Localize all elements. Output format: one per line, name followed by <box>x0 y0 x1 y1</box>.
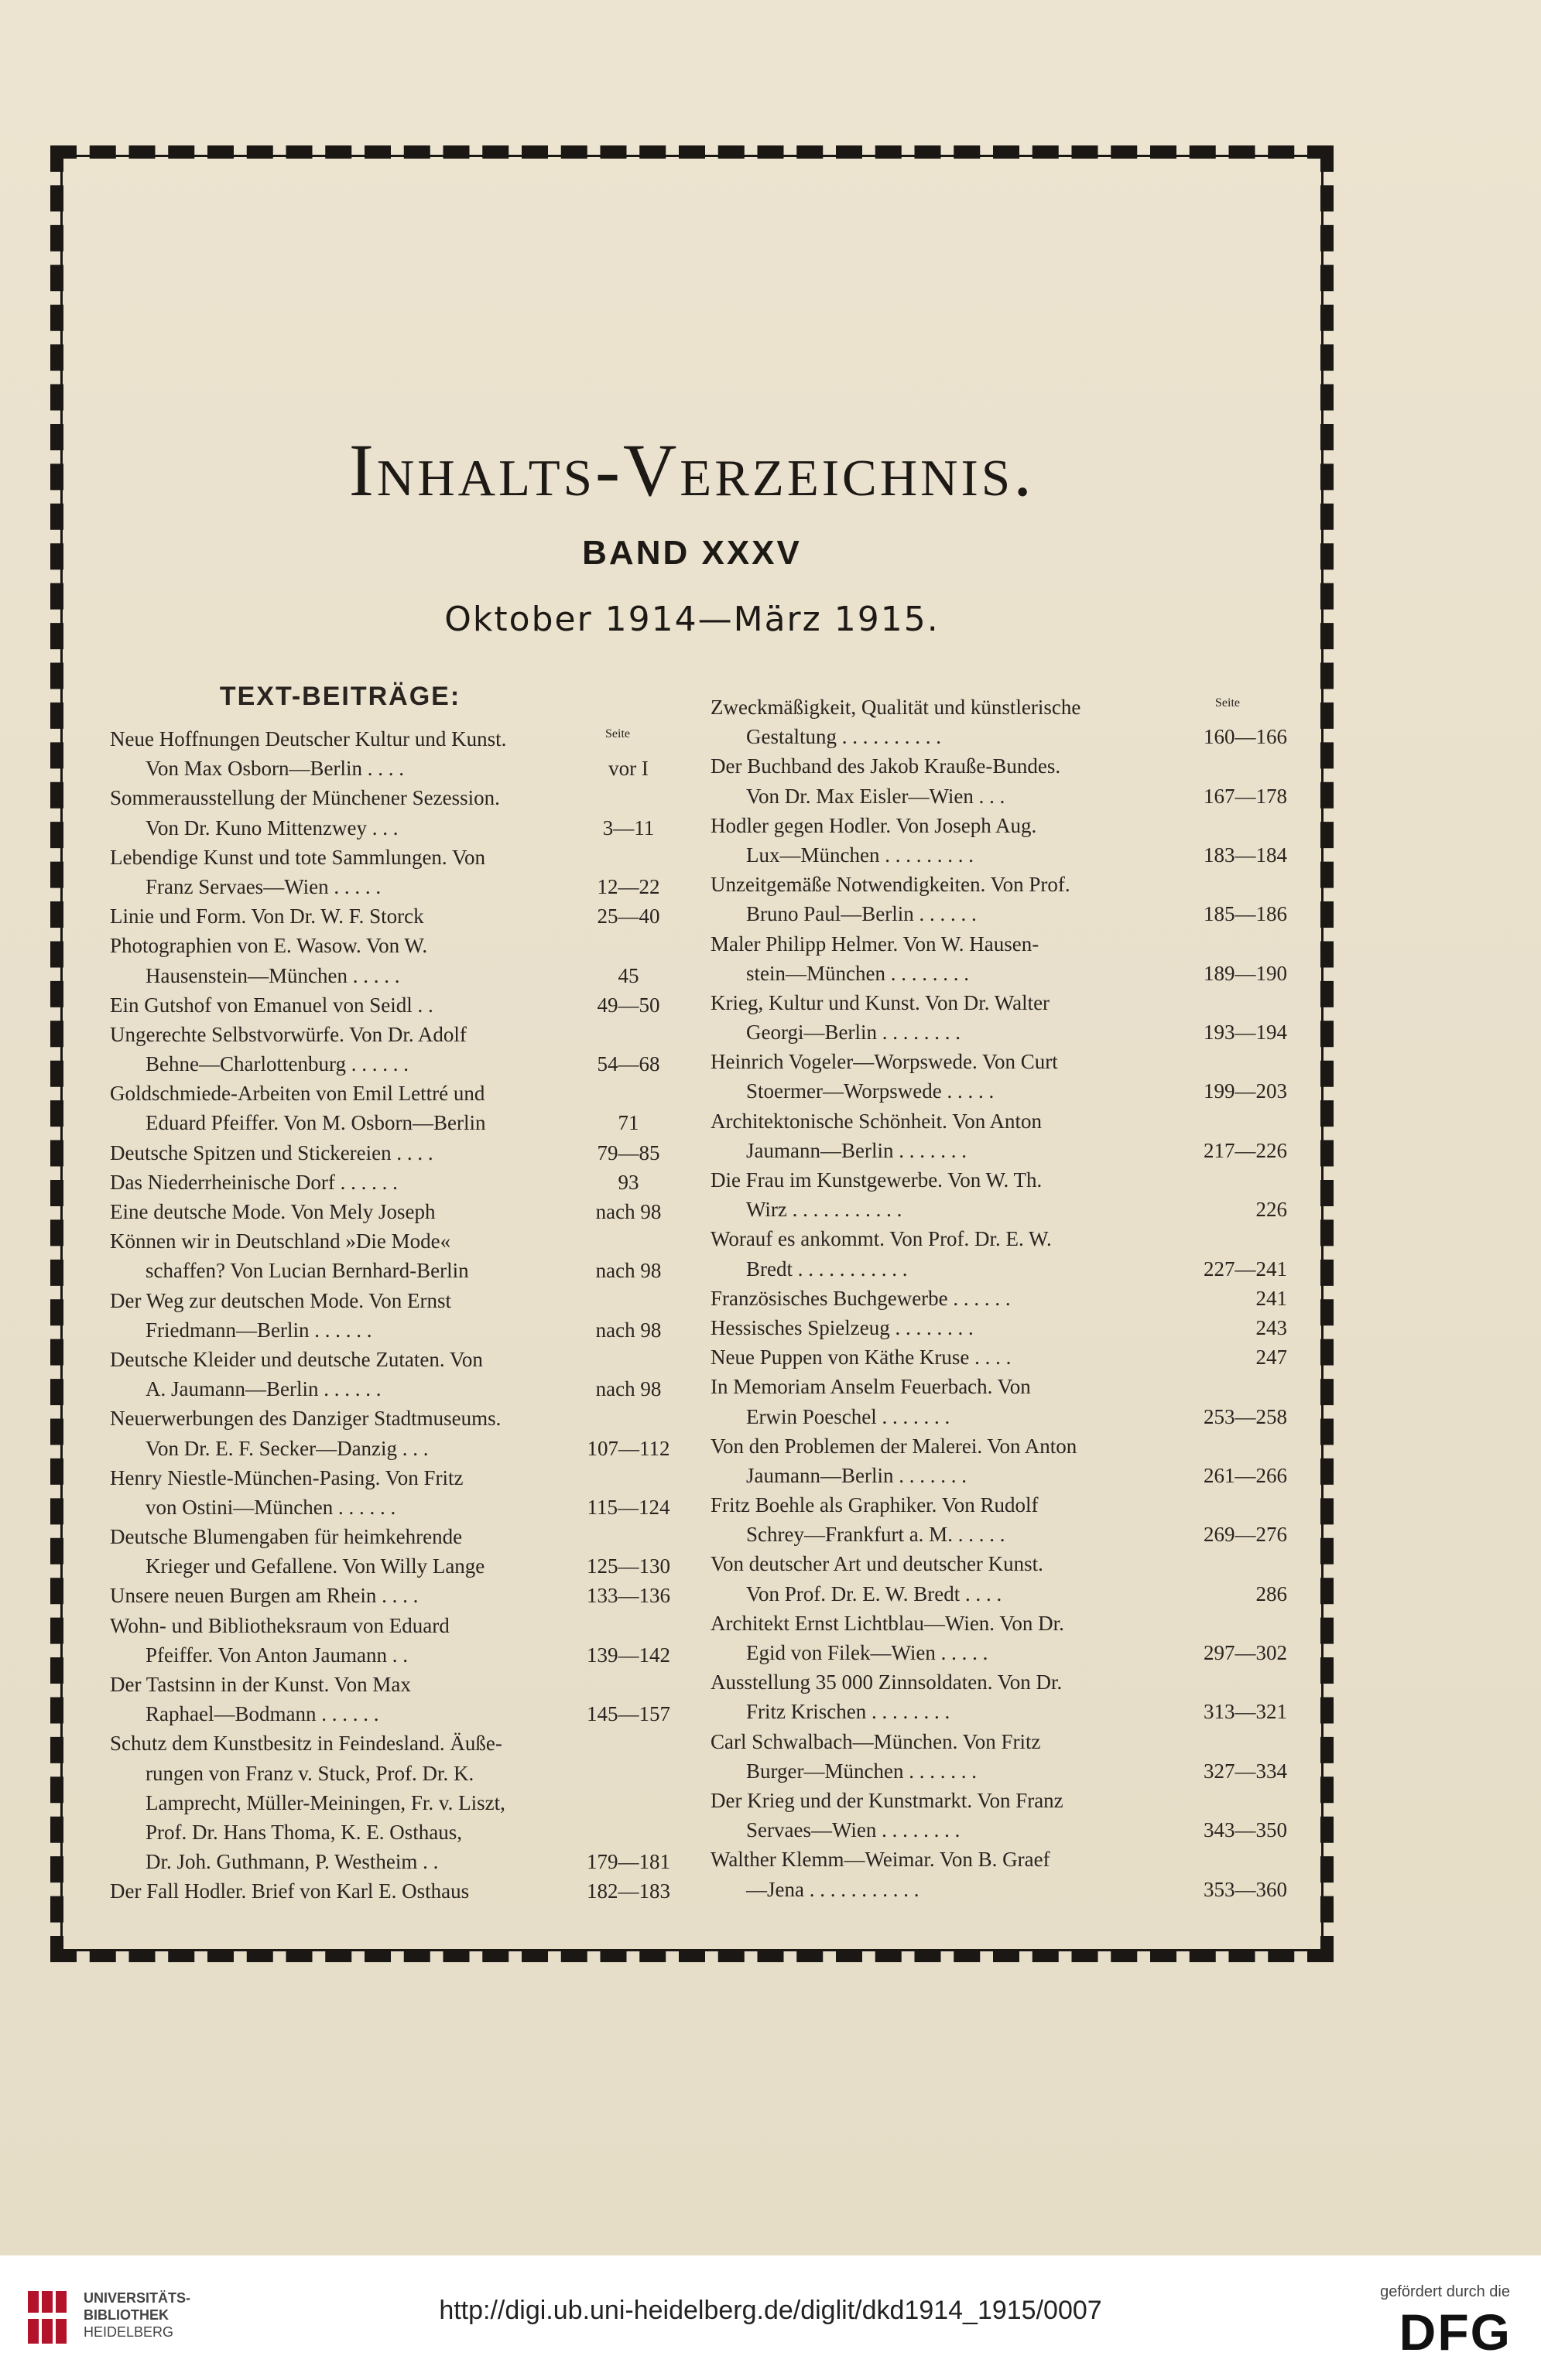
toc-entry <box>711 1195 1287 1224</box>
toc-entry <box>711 870 1287 899</box>
toc-entry <box>711 1372 1287 1401</box>
seite-header-left: Seite <box>605 727 630 740</box>
toc-entry-text: Linie und Form. Von Dr. W. F. Storck <box>110 904 424 928</box>
toc-entry-text: Egid von Filek—Wien . . . . . <box>746 1641 988 1664</box>
toc-entry <box>711 1609 1287 1638</box>
toc-entry-text: Französisches Buchgewerbe . . . . . . <box>711 1286 1011 1310</box>
toc-entry-page: 71 <box>618 1111 639 1135</box>
toc-entry-text: Ausstellung 35 000 Zinnsoldaten. Von Dr. <box>711 1670 1063 1694</box>
toc-entry-text: schaffen? Von Lucian Bernhard-Berlin <box>146 1259 469 1283</box>
toc-entry <box>110 1374 687 1404</box>
toc-entry <box>711 1549 1287 1578</box>
toc-entry-text: rungen von Franz v. Stuck, Prof. Dr. K. <box>146 1761 474 1785</box>
toc-entry <box>711 692 1287 722</box>
toc-entry-text: Von Dr. E. F. Secker—Danzig . . . <box>146 1436 429 1460</box>
toc-entry-text: Prof. Dr. Hans Thoma, K. E. Osthaus, <box>146 1820 462 1844</box>
toc-entry <box>110 1847 687 1876</box>
toc-entry <box>110 1759 687 1788</box>
toc-entry-text: Raphael—Bodmann . . . . . . <box>146 1702 379 1726</box>
toc-entry-text: Carl Schwalbach—München. Von Fritz <box>711 1729 1041 1753</box>
toc-entry <box>711 1136 1287 1165</box>
toc-entry <box>711 1667 1287 1697</box>
toc-entry-text: Ungerechte Selbstvorwürfe. Von Dr. Adolf <box>110 1022 467 1046</box>
toc-entry <box>711 1845 1287 1874</box>
toc-entry-text: stein—München . . . . . . . . <box>746 961 969 985</box>
toc-entry-text: Von deutscher Art und deutscher Kunst. <box>711 1552 1043 1576</box>
toc-entry-text: Der Buchband des Jakob Krauße-Bundes. <box>711 754 1061 778</box>
toc-entry-text: In Memoriam Anselm Feuerbach. Von <box>711 1375 1031 1399</box>
toc-entry <box>711 1461 1287 1490</box>
toc-entry-page: 261—266 <box>1204 1463 1287 1487</box>
toc-entry-page: 297—302 <box>1204 1641 1287 1664</box>
toc-entry <box>711 1284 1287 1313</box>
toc-entry <box>711 1520 1287 1549</box>
toc-entry-text: Lux—München . . . . . . . . . <box>746 843 974 867</box>
toc-entry-text: Die Frau im Kunstgewerbe. Von W. Th. <box>711 1168 1043 1192</box>
toc-entry-text: Lebendige Kunst und tote Sammlungen. Von <box>110 845 485 869</box>
toc-entry <box>711 1076 1287 1106</box>
toc-entry <box>110 961 687 990</box>
toc-entry-text: Eduard Pfeiffer. Von M. Osborn—Berlin <box>146 1111 486 1135</box>
date-range: Oktober 1914—März 1915. <box>444 600 940 639</box>
toc-entry <box>110 1522 687 1551</box>
toc-entry-text: Von Dr. Max Eisler—Wien . . . <box>746 784 1005 808</box>
toc-right-column <box>711 673 1287 1904</box>
seite-header-right: Seite <box>1215 696 1240 710</box>
toc-entry-text: Walther Klemm—Weimar. Von B. Graef <box>711 1848 1050 1872</box>
toc-entry <box>110 1197 687 1226</box>
toc-left-column <box>110 673 687 1906</box>
toc-entry <box>110 1049 687 1079</box>
toc-entry-text: Behne—Charlottenburg . . . . . . <box>146 1052 409 1076</box>
toc-entry-text: Das Niederrheinische Dorf . . . . . . <box>110 1170 398 1194</box>
toc-entry <box>110 1108 687 1137</box>
toc-entry-page: nach 98 <box>595 1318 662 1342</box>
toc-entry-text: Können wir in Deutschland »Die Mode« <box>110 1229 451 1253</box>
toc-entry <box>711 1786 1287 1815</box>
toc-entry-page: nach 98 <box>595 1377 662 1401</box>
toc-entry-page: 227—241 <box>1204 1257 1287 1281</box>
toc-entry-text: von Ostini—München . . . . . . <box>146 1495 396 1519</box>
toc-entry-page: 179—181 <box>587 1850 670 1874</box>
toc-entry-page: 93 <box>618 1170 639 1194</box>
toc-entry-text: Photographien von E. Wasow. Von W. <box>110 934 428 958</box>
toc-entry-page: 49—50 <box>597 993 660 1017</box>
toc-entry <box>110 1670 687 1699</box>
toc-entry-text: Wohn- und Bibliotheksraum von Eduard <box>110 1613 450 1637</box>
toc-entry <box>711 781 1287 811</box>
toc-entry <box>711 1402 1287 1431</box>
section-title: TEXT-BEITRÄGE: <box>219 682 461 711</box>
page-title: Inhalts-Verzeichnis. <box>348 429 1036 511</box>
toc-entry <box>711 1313 1287 1342</box>
toc-entry <box>110 1315 687 1345</box>
toc-entry-text: Deutsche Kleider und deutsche Zutaten. Von <box>110 1347 483 1371</box>
toc-entry-text: Neue Puppen von Käthe Kruse . . . . <box>711 1346 1012 1370</box>
toc-entry-text: Krieger und Gefallene. Von Willy Lange <box>146 1554 485 1578</box>
toc-entry-page: 79—85 <box>597 1140 660 1164</box>
toc-entry-text: Hodler gegen Hodler. Von Joseph Aug. <box>711 813 1037 837</box>
toc-entry <box>110 1876 687 1906</box>
toc-entry-text: Von den Problemen der Malerei. Von Anton <box>711 1434 1077 1458</box>
toc-left-list <box>110 724 687 1906</box>
toc-entry <box>110 1463 687 1493</box>
toc-entry-page: 25—40 <box>597 904 660 928</box>
toc-entry-page: 189—190 <box>1204 961 1287 985</box>
toc-entry <box>110 1020 687 1049</box>
toc-entry-page: 145—157 <box>587 1702 670 1726</box>
toc-entry <box>711 959 1287 988</box>
library-name-line3: HEIDELBERG <box>84 2324 174 2340</box>
toc-entry-page: nach 98 <box>595 1200 662 1223</box>
toc-entry <box>711 840 1287 870</box>
toc-entry-text: Goldschmiede-Arbeiten von Emil Lettré und <box>110 1082 485 1106</box>
toc-entry-text: Deutsche Spitzen und Stickereien . . . . <box>110 1140 433 1164</box>
toc-entry-text: Franz Servaes—Wien . . . . . <box>146 874 382 898</box>
toc-entry <box>110 1699 687 1729</box>
toc-entry <box>110 1611 687 1640</box>
toc-entry-text: Fritz Boehle als Graphiker. Von Rudolf <box>711 1493 1039 1517</box>
toc-entry-text: Der Fall Hodler. Brief von Karl E. Osthaus <box>110 1879 470 1903</box>
toc-entry-page: 12—22 <box>597 874 660 898</box>
toc-entry <box>110 1404 687 1433</box>
toc-entry-text: Maler Philipp Helmer. Von W. Hausen- <box>711 932 1039 956</box>
toc-entry-page: 241 <box>1255 1286 1287 1310</box>
toc-entry-text: Worauf es ankommt. Von Prof. Dr. E. W. <box>711 1227 1052 1251</box>
toc-entry-text: Der Tastsinn in der Kunst. Von Max <box>110 1673 411 1696</box>
toc-entry-text: Hausenstein—München . . . . . <box>146 963 400 987</box>
toc-entry-text: Krieg, Kultur und Kunst. Von Dr. Walter <box>711 990 1050 1014</box>
toc-entry <box>110 872 687 901</box>
toc-entry-page: vor I <box>608 757 649 781</box>
toc-entry-page: 139—142 <box>587 1643 670 1667</box>
toc-entry <box>110 990 687 1020</box>
toc-entry-text: Erwin Poeschel . . . . . . . <box>746 1404 950 1428</box>
toc-entry-text: Neuerwerbungen des Danziger Stadtmuseums. <box>110 1407 502 1431</box>
toc-entry <box>711 1490 1287 1520</box>
toc-entry <box>711 1697 1287 1726</box>
toc-entry <box>110 1345 687 1374</box>
toc-entry-text: Sommerausstellung der Münchener Sezession. <box>110 786 500 810</box>
toc-entry-text: Georgi—Berlin . . . . . . . . <box>746 1021 961 1045</box>
toc-entry-page: nach 98 <box>595 1259 662 1283</box>
toc-entry <box>711 1017 1287 1047</box>
toc-entry-text: Servaes—Wien . . . . . . . . <box>746 1818 961 1842</box>
toc-entry <box>110 1788 687 1817</box>
toc-entry-text: Der Weg zur deutschen Mode. Von Ernst <box>110 1288 451 1312</box>
toc-entry-page: 353—360 <box>1204 1877 1287 1901</box>
toc-entry <box>711 1224 1287 1253</box>
toc-entry-page: 313—321 <box>1204 1700 1287 1724</box>
toc-entry <box>711 1254 1287 1284</box>
toc-entry <box>711 1875 1287 1904</box>
toc-entry-page: 286 <box>1255 1582 1287 1605</box>
toc-entry-page: 160—166 <box>1204 725 1287 749</box>
toc-entry-page: 343—350 <box>1204 1818 1287 1842</box>
toc-entry-page: 217—226 <box>1204 1138 1287 1162</box>
permalink-url[interactable]: http://digi.ub.uni-heidelberg.de/diglit/dkd1914_1915/0007 <box>439 2296 1102 2325</box>
toc-entry <box>110 1640 687 1670</box>
toc-entry <box>110 1256 687 1285</box>
toc-entry-text: Deutsche Blumengaben für heimkehrende <box>110 1525 463 1549</box>
toc-entry-text: Henry Niestle-München-Pasing. Von Fritz <box>110 1465 464 1489</box>
toc-entry <box>711 722 1287 751</box>
toc-entry <box>110 1138 687 1168</box>
toc-entry-text: Schutz dem Kunstbesitz in Feindesland. Äuße- <box>110 1732 502 1756</box>
toc-entry-page: 125—130 <box>587 1554 670 1578</box>
toc-entry <box>110 783 687 812</box>
toc-entry-page: 253—258 <box>1204 1404 1287 1428</box>
toc-entry <box>711 1815 1287 1845</box>
toc-entry-page: 182—183 <box>587 1879 670 1903</box>
toc-entry <box>110 931 687 960</box>
toc-entry-page: 269—276 <box>1204 1523 1287 1547</box>
toc-entry-page: 167—178 <box>1204 784 1287 808</box>
toc-entry-text: Der Krieg und der Kunstmarkt. Von Franz <box>711 1788 1063 1812</box>
toc-entry-page: 327—334 <box>1204 1759 1287 1783</box>
toc-entry-text: Architektonische Schönheit. Von Anton <box>711 1109 1042 1133</box>
toc-entry <box>711 1638 1287 1667</box>
toc-entry-text: —Jena . . . . . . . . . . . <box>746 1877 919 1901</box>
toc-entry-text: Von Prof. Dr. E. W. Bredt . . . . <box>746 1582 1002 1605</box>
library-name-line2: BIBLIOTHEK <box>84 2307 169 2323</box>
toc-entry <box>110 1817 687 1847</box>
toc-entry-text: Von Dr. Kuno Mittenzwey . . . <box>146 816 399 839</box>
toc-entry-page: 115—124 <box>587 1495 670 1519</box>
toc-entry-text: Hessisches Spielzeug . . . . . . . . <box>711 1315 974 1339</box>
toc-entry <box>110 901 687 931</box>
toc-entry-text: Bruno Paul—Berlin . . . . . . <box>746 902 977 926</box>
toc-entry <box>711 1431 1287 1461</box>
toc-entry-page: 3—11 <box>602 816 655 839</box>
toc-entry <box>110 1079 687 1108</box>
toc-entry-text: Pfeiffer. Von Anton Jaumann . . <box>146 1643 408 1667</box>
toc-entry <box>110 1226 687 1256</box>
toc-entry-page: 183—184 <box>1204 843 1287 867</box>
toc-entry-text: Jaumann—Berlin . . . . . . . <box>746 1463 967 1487</box>
toc-entry-text: Heinrich Vogeler—Worpswede. Von Curt <box>711 1050 1058 1074</box>
dfg-logo: DFG <box>1399 2303 1512 2361</box>
toc-entry-page: 107—112 <box>587 1436 670 1460</box>
toc-entry-text: Schrey—Frankfurt a. M. . . . . . <box>746 1523 1005 1547</box>
toc-right-list <box>711 692 1287 1904</box>
toc-entry <box>110 1551 687 1581</box>
toc-entry-text: Unzeitgemäße Notwendigkeiten. Von Prof. <box>711 873 1070 897</box>
toc-entry <box>711 1727 1287 1756</box>
toc-entry <box>110 843 687 872</box>
toc-entry-text: Bredt . . . . . . . . . . . <box>746 1257 908 1281</box>
toc-entry <box>110 1168 687 1197</box>
library-name-line1: UNIVERSITÄTS- <box>84 2290 191 2306</box>
toc-entry-text: Unsere neuen Burgen am Rhein . . . . <box>110 1584 419 1608</box>
toc-entry-text: Von Max Osborn—Berlin . . . . <box>146 757 404 781</box>
toc-entry <box>711 899 1287 928</box>
toc-entry <box>711 1579 1287 1609</box>
toc-entry <box>110 1729 687 1758</box>
toc-entry-text: Friedmann—Berlin . . . . . . <box>146 1318 372 1342</box>
toc-entry-page: 133—136 <box>587 1584 670 1608</box>
toc-entry <box>711 1047 1287 1076</box>
toc-entry-page: 45 <box>618 963 639 987</box>
toc-entry-text: Gestaltung . . . . . . . . . . <box>746 725 941 749</box>
toc-entry-text: Ein Gutshof von Emanuel von Seidl . . <box>110 993 433 1017</box>
toc-entry-page: 185—186 <box>1204 902 1287 926</box>
toc-entry <box>110 1581 687 1610</box>
toc-entry-text: Stoermer—Worpswede . . . . . <box>746 1079 995 1103</box>
toc-entry-text: Wirz . . . . . . . . . . . <box>746 1198 902 1222</box>
toc-entry <box>110 813 687 843</box>
toc-entry-text: Dr. Joh. Guthmann, P. Westheim . . <box>146 1850 439 1874</box>
toc-entry <box>711 1106 1287 1136</box>
toc-entry <box>110 1434 687 1463</box>
toc-entry-text: Jaumann—Berlin . . . . . . . <box>746 1138 967 1162</box>
funder-label: gefördert durch die <box>1380 2283 1510 2300</box>
toc-entry <box>110 754 687 783</box>
toc-entry <box>110 1286 687 1315</box>
toc-entry-text: Lamprecht, Müller-Meiningen, Fr. v. Liszt, <box>146 1790 505 1814</box>
toc-entry <box>711 988 1287 1017</box>
toc-entry <box>711 929 1287 959</box>
viewer-footer <box>0 2255 1541 2380</box>
toc-entry <box>711 751 1287 781</box>
toc-entry-text: Zweckmäßigkeit, Qualität und künstlerische <box>711 696 1081 719</box>
toc-entry-page: 193—194 <box>1204 1021 1287 1045</box>
toc-entry-text: Neue Hoffnungen Deutscher Kultur und Kunst. <box>110 727 507 751</box>
toc-entry-text: Eine deutsche Mode. Von Mely Joseph <box>110 1200 436 1223</box>
toc-entry <box>711 1165 1287 1195</box>
toc-entry-text: Burger—München . . . . . . . <box>746 1759 977 1783</box>
toc-entry <box>711 1342 1287 1372</box>
toc-entry <box>110 724 687 754</box>
toc-entry-page: 54—68 <box>597 1052 660 1076</box>
toc-entry-text: Fritz Krischen . . . . . . . . <box>746 1700 950 1724</box>
toc-entry-text: Architekt Ernst Lichtblau—Wien. Von Dr. <box>711 1611 1064 1635</box>
toc-entry <box>110 1493 687 1522</box>
toc-entry-page: 199—203 <box>1204 1079 1287 1103</box>
toc-entry-page: 226 <box>1255 1198 1287 1222</box>
toc-entry-text: A. Jaumann—Berlin . . . . . . <box>146 1377 382 1401</box>
volume-label: BAND XXXV <box>582 534 802 572</box>
toc-entry <box>711 1756 1287 1786</box>
toc-entry-page: 243 <box>1255 1315 1287 1339</box>
toc-entry <box>711 811 1287 840</box>
toc-entry-page: 247 <box>1255 1346 1287 1370</box>
